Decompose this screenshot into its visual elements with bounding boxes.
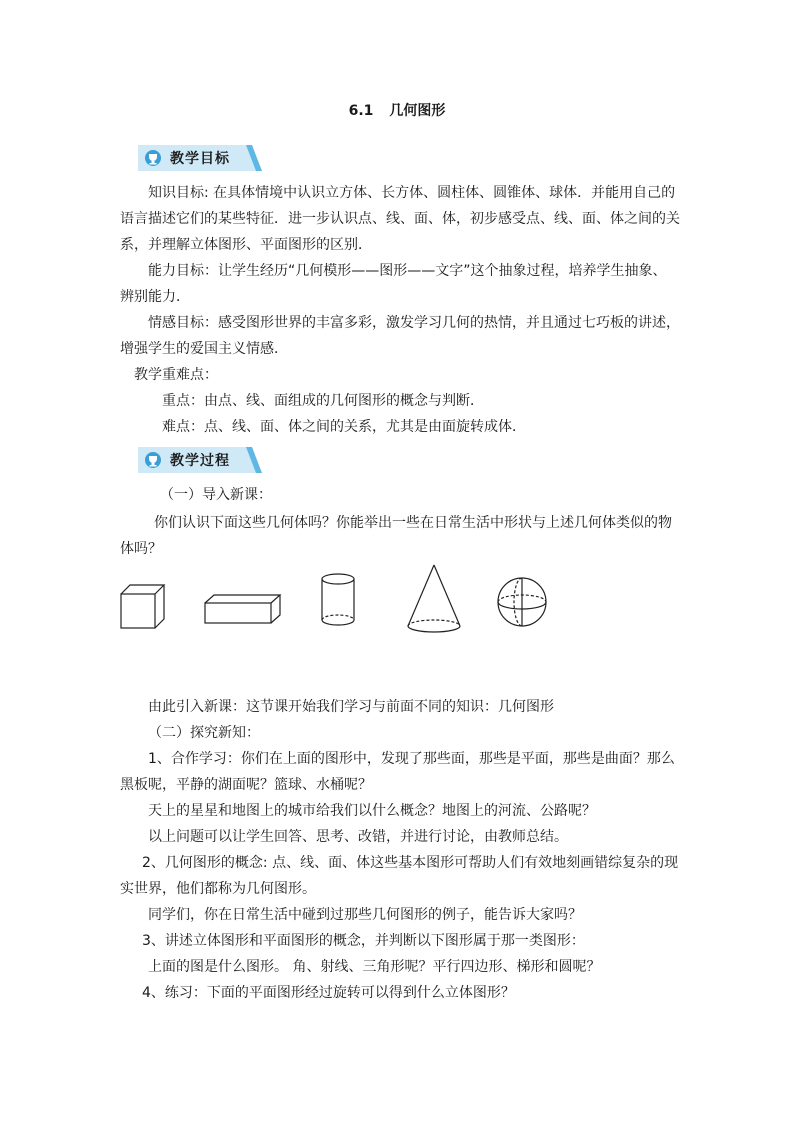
key-point: 重点：由点、线、面组成的几何图形的概念与判断．: [162, 393, 484, 409]
intro-question: 你们认识下面这些几何体吗？你能举出一些在日常生活中形状与上述几何体类似的物体吗？: [120, 515, 672, 557]
item-3: 3、讲述立体图形和平面图形的概念，并判断以下图形属于那一类图形：: [142, 933, 585, 949]
item-1b: 天上的星星和地图上的城市给我们以什么概念？地图上的河流、公路呢？: [148, 803, 596, 819]
section-label: 教学目标: [170, 151, 230, 167]
item-4: 4、练习：下面的平面图形经过旋转可以得到什么立体图形？: [142, 985, 515, 1001]
section-label: 教学过程: [170, 453, 230, 469]
item-2: 2、几何图形的概念: 点、线、面、体这些基本图形可帮助人们有效地刻画错综复杂的现实世界，他们都称为几何图形。: [120, 855, 679, 897]
page-title: [0, 100, 794, 120]
cuboid-icon: [204, 594, 282, 624]
section-number: 6.1: [348, 103, 374, 119]
item-2b: 同学们，你在日常生活中碰到过那些几何图形的例子，能告诉大家吗？: [148, 907, 582, 923]
key-points-label: 教学重难点：: [134, 367, 218, 383]
solids-figure: [110, 560, 570, 640]
cone-icon: [406, 564, 462, 634]
lead-in: 由此引入新课：这节课开始我们学习与前面不同的知识：几何图形: [148, 699, 554, 715]
section-badge-process: [138, 447, 262, 473]
intro-heading: （一）导入新课：: [160, 487, 272, 503]
emotion-goal: 情感目标：感受图形世界的丰富多彩，激发学习几何的热情，并且通过七巧板的讲述，增强学生的爱国主义情感．: [120, 315, 680, 357]
explore-heading: （二）探究新知：: [148, 725, 260, 741]
title-text: 几何图形: [389, 103, 446, 119]
knowledge-goal: 知识目标: 在具体情境中认识立方体、长方体、圆柱体、圆锥体、球体．并能用自己的语言描述它们的某些特征．进一步认识点、线、面、体，初步感受点、线、面、体之间的关系，并理解立体图形、平面图形的区别．: [120, 185, 680, 253]
section-badge-goals: [138, 145, 262, 171]
cube-icon: [120, 584, 166, 630]
ability-goal: 能力目标：让学生经历“几何模形——图形——文字”这个抽象过程，培养学生抽象、辨别能力．: [120, 263, 667, 305]
difficulty-point: 难点：点、线、面、体之间的关系，尤其是由面旋转成体．: [162, 419, 526, 435]
item-1: 1、合作学习：你们在上面的图形中，发现了那些面，那些是平面，那些是曲面？那么黑板呢，平静的湖面呢？篮球、水桶呢？: [120, 751, 675, 793]
item-1c: 以上问题可以让学生回答、思考、改错，并进行讨论，由教师总结。: [148, 829, 568, 845]
item-3b: 上面的图是什么图形。 角、射线、三角形呢？平行四边形、梯形和圆呢？: [148, 959, 601, 975]
sphere-icon: [496, 576, 548, 628]
cylinder-icon: [320, 572, 356, 628]
